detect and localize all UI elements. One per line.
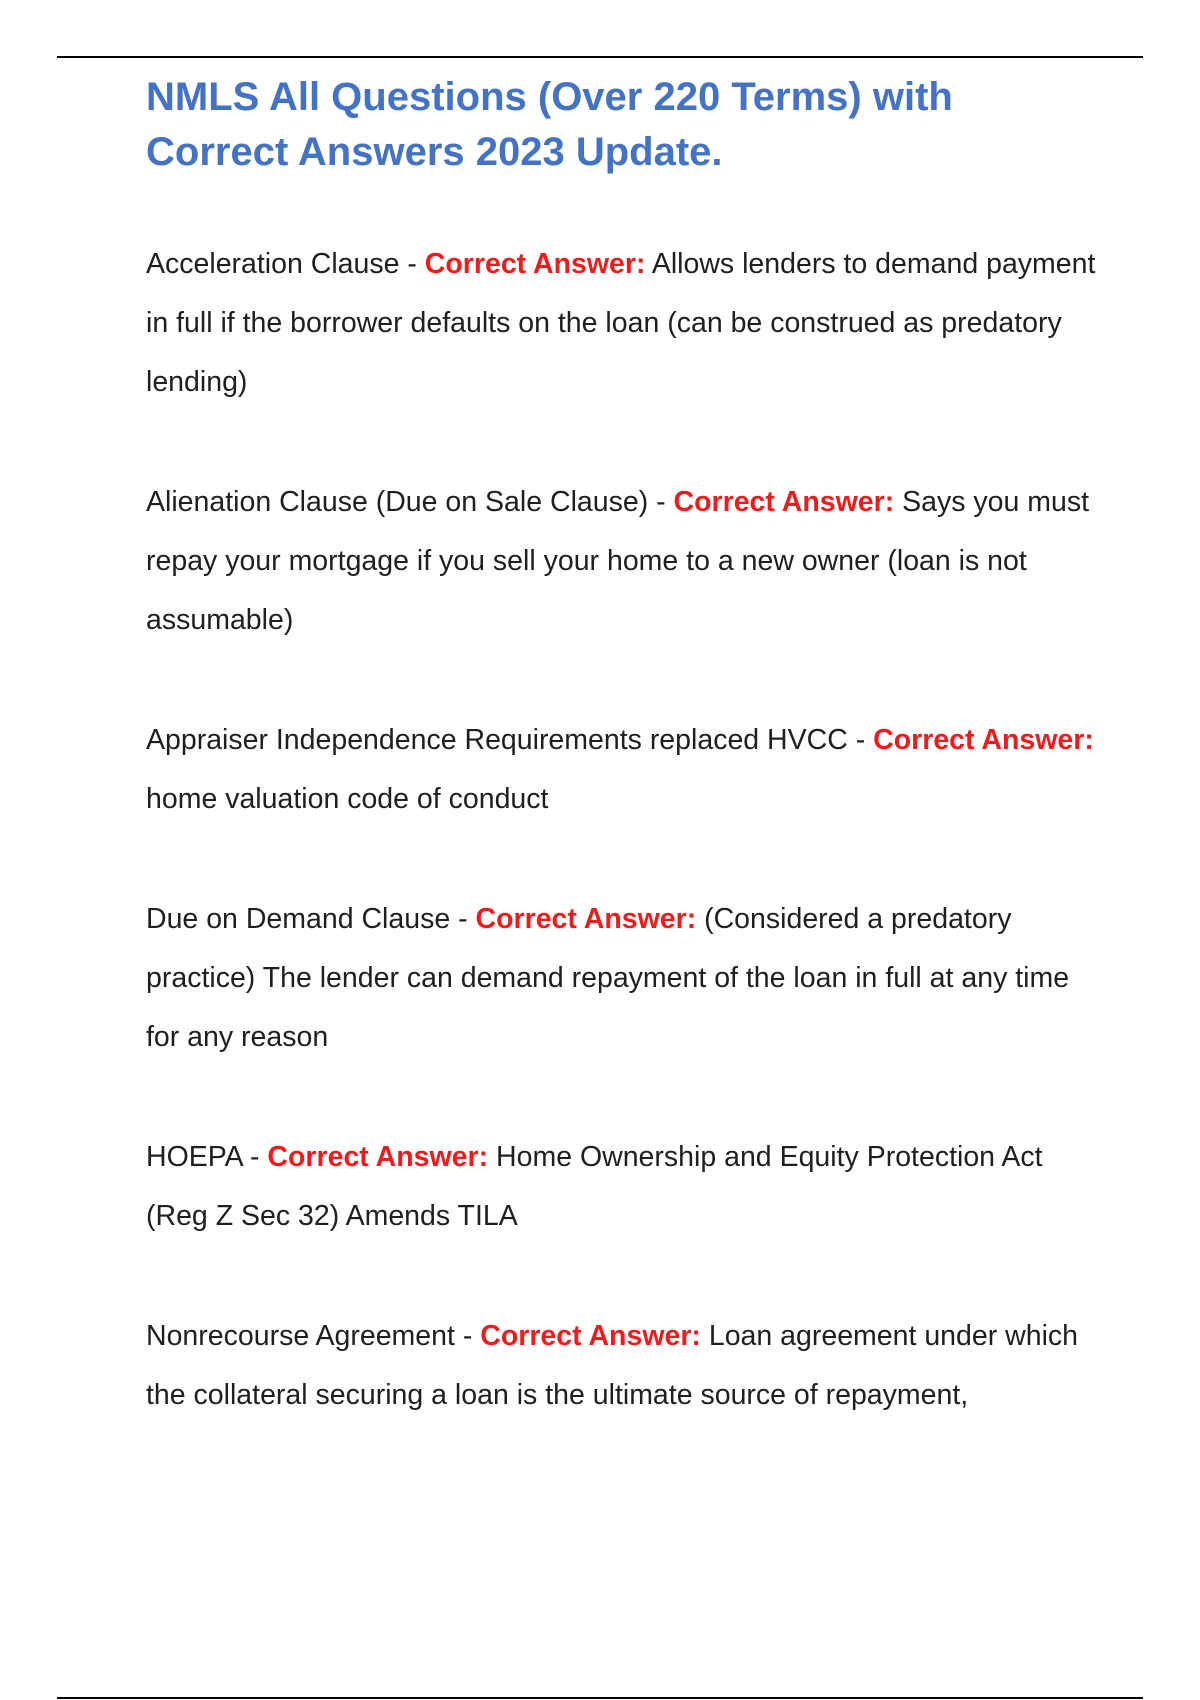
correct-answer-label: Correct Answer: (873, 724, 1094, 756)
term: Nonrecourse Agreement (146, 1320, 455, 1352)
separator: - (648, 486, 674, 518)
header-rule (57, 56, 1143, 58)
document-title: NMLS All Questions (Over 220 Terms) with Correct Answers 2023 Update. (146, 75, 953, 174)
qa-entry-alienation-clause (146, 473, 1096, 650)
term: Due on Demand Clause (146, 903, 451, 935)
answer: (Considered a predatory practice) The lender can demand repayment of the loan in full at any time for any reason (146, 903, 1070, 1053)
separator: - (399, 248, 425, 280)
separator: - (450, 903, 476, 935)
separator: - (847, 724, 874, 756)
separator: - (454, 1320, 481, 1352)
answer: Allows lenders to demand payment in full if the borrower defaults on the loan (can be construed as predatory lending) (146, 248, 1096, 398)
term: Appraiser Independence Requirements replaced HVCC (146, 724, 848, 756)
qa-entry-hoepa (146, 1128, 1096, 1246)
qa-entry-nonrecourse-agreement (146, 1307, 1096, 1425)
term: Acceleration Clause (146, 248, 400, 280)
footer-rule (57, 1697, 1143, 1699)
qa-entry-appraiser-independence (146, 711, 1096, 829)
term: HOEPA (146, 1141, 243, 1173)
correct-answer-label: Correct Answer: (424, 248, 646, 280)
answer: Loan agreement under which the collateral securing a loan is the ultimate source of repayment, (146, 1320, 1079, 1411)
answer: Home Ownership and Equity Protection Act (Reg Z Sec 32) Amends TILA (146, 1141, 1043, 1232)
term: Alienation Clause (Due on Sale Clause) (146, 486, 649, 518)
correct-answer-label: Correct Answer: (673, 486, 895, 518)
correct-answer-label: Correct Answer: (480, 1320, 701, 1352)
separator: - (242, 1141, 268, 1173)
correct-answer-label: Correct Answer: (475, 903, 697, 935)
answer: home valuation code of conduct (146, 783, 549, 815)
qa-entry-due-on-demand-clause (146, 890, 1096, 1067)
qa-entry-acceleration-clause (146, 235, 1096, 412)
document-content (146, 70, 1096, 1486)
answer: Says you must repay your mortgage if you sell your home to a new owner (loan is not assumable) (146, 486, 1090, 636)
correct-answer-label: Correct Answer: (267, 1141, 489, 1173)
qa-list (146, 235, 1096, 1425)
